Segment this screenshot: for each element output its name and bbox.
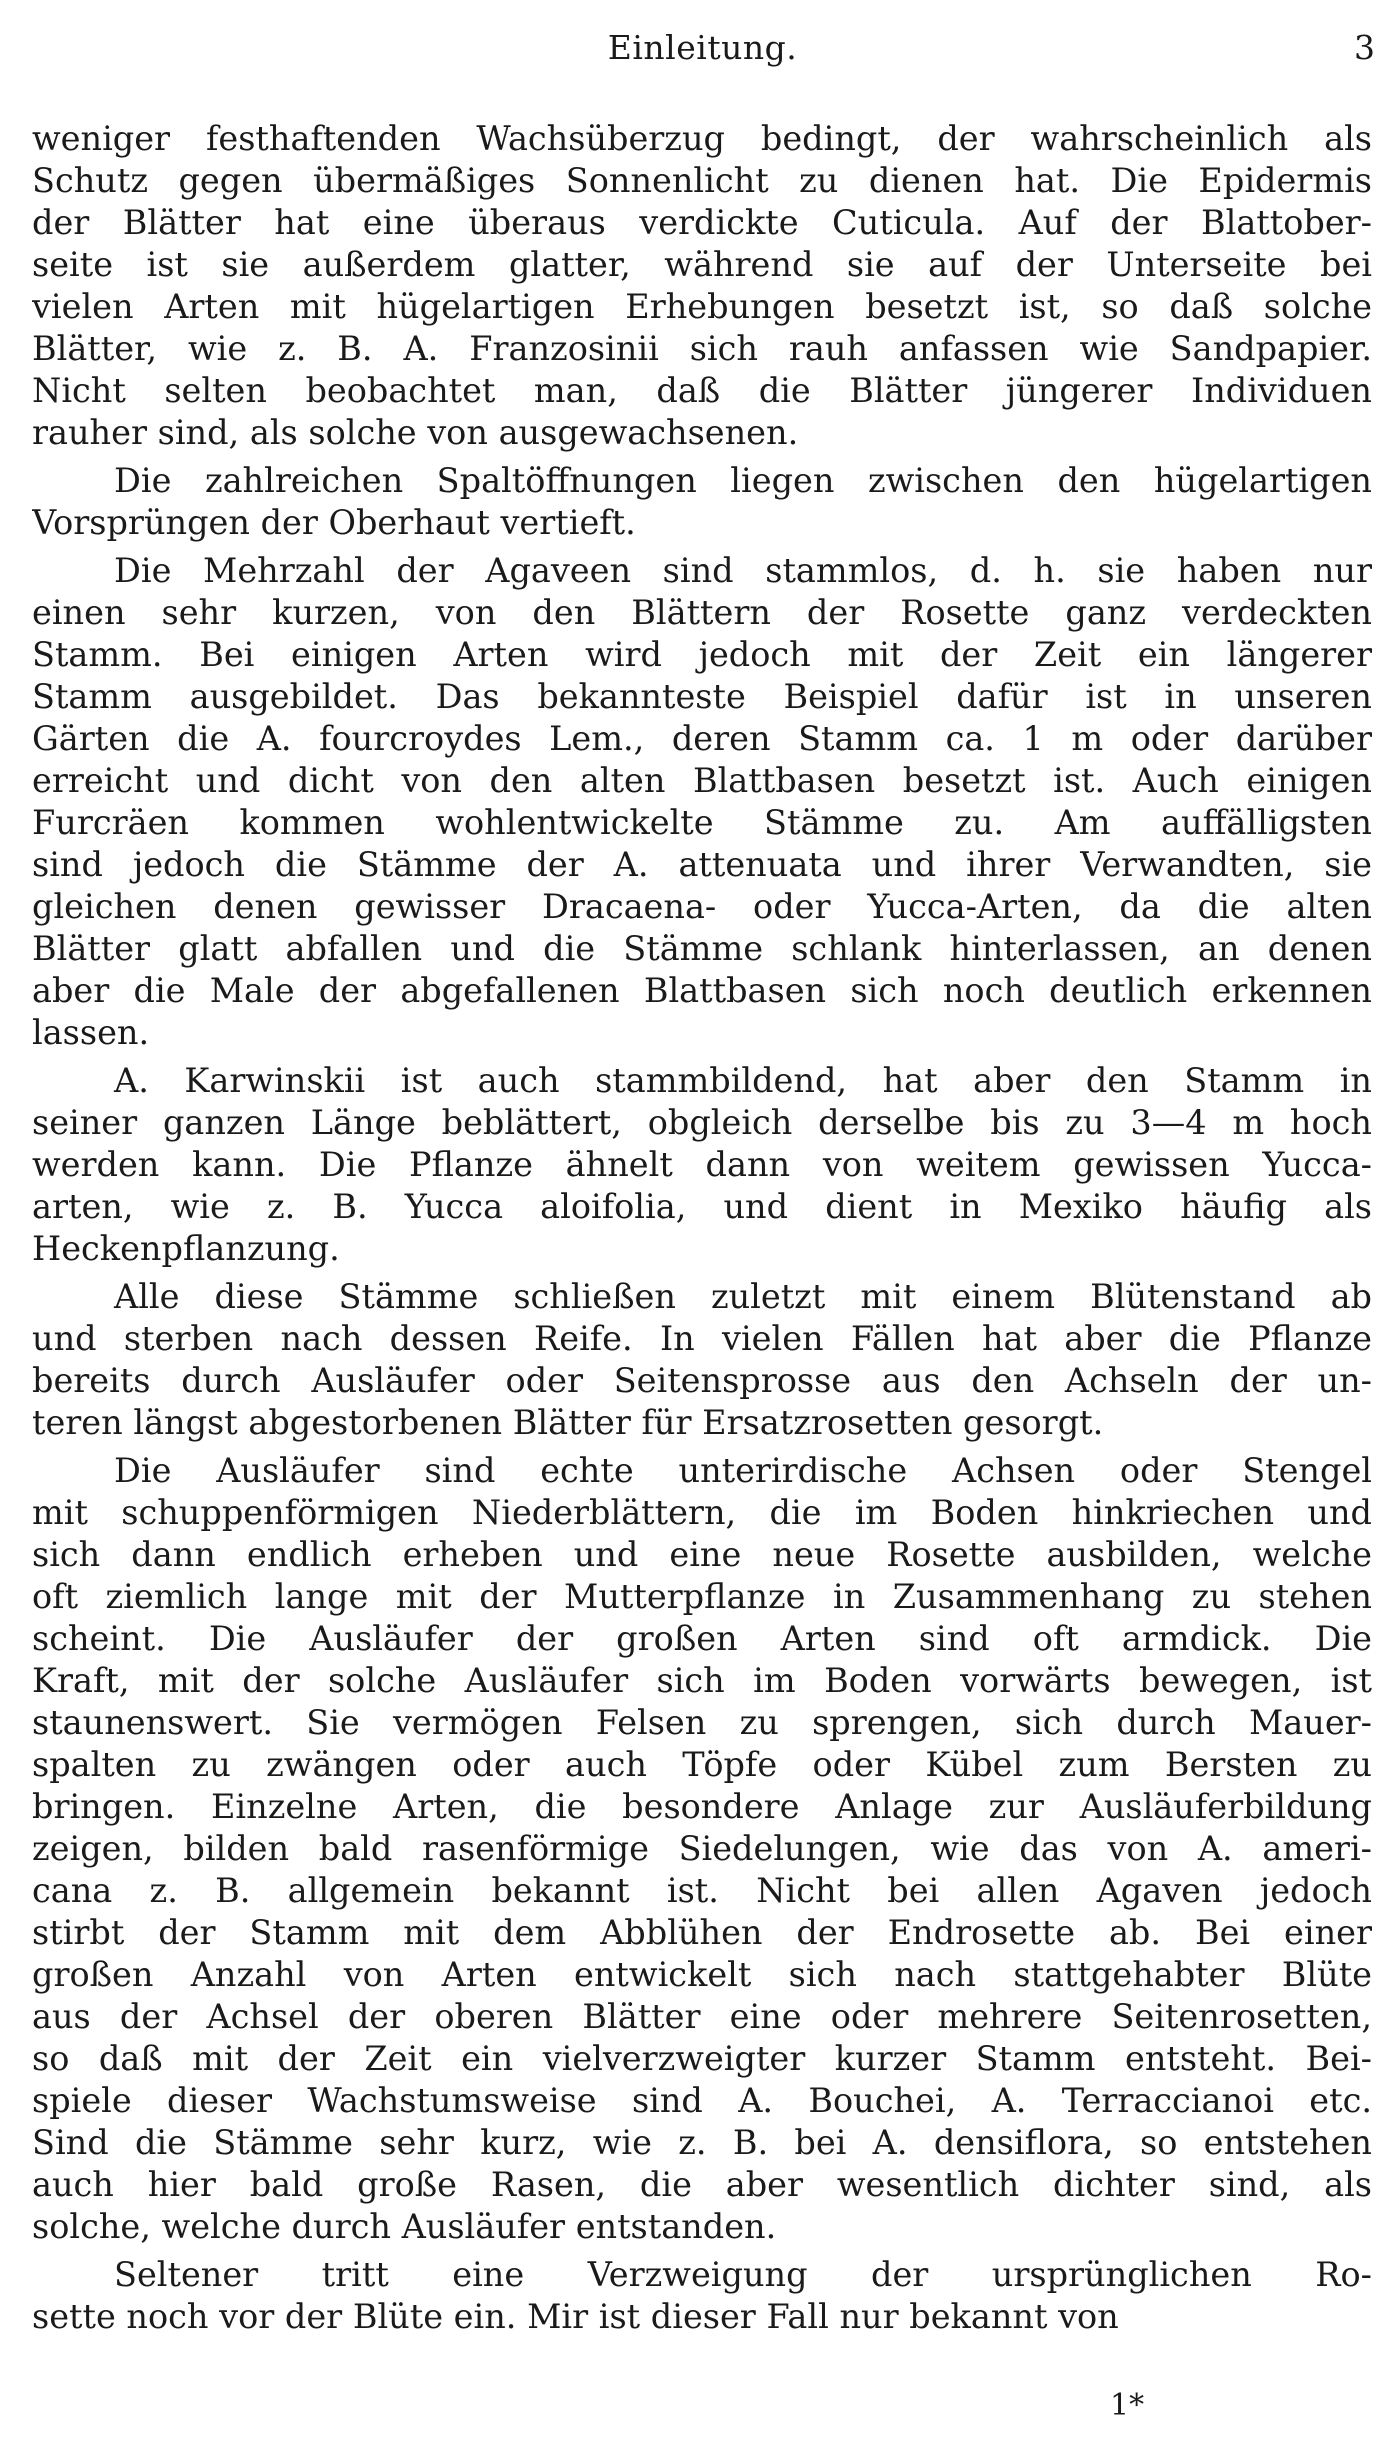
text-line: A. Karwinskii ist auch stammbildend, hat aber den Stamm in: [114, 1061, 1372, 1100]
text-line: der Blätter hat eine überaus verdickte Cuticula. Auf der Blattober-: [32, 203, 1372, 242]
text-line: und sterben nach dessen Reife. In vielen Fällen hat aber die Pflanze: [32, 1319, 1372, 1358]
text-line: aber die Male der abgefallenen Blattbasen sich noch deutlich erkennen: [32, 971, 1372, 1010]
text-line: rauher sind, als solche von ausgewachsenen.: [32, 413, 799, 452]
text-line: Seltener tritt eine Verzweigung der ursprünglichen Ro-: [114, 2255, 1372, 2294]
text-line: erreicht und dicht von den alten Blattbasen besetzt ist. Auch einigen: [32, 761, 1372, 800]
text-line: seiner ganzen Länge beblättert, obgleich derselbe bis zu 3—4 m hoch: [32, 1103, 1372, 1142]
text-line: Gärten die A. fourcroydes Lem., deren Stamm ca. 1 m oder darüber: [32, 719, 1372, 758]
text-line: bringen. Einzelne Arten, die besondere Anlage zur Ausläuferbildung: [32, 1787, 1372, 1826]
text-line: sind jedoch die Stämme der A. attenuata und ihrer Verwandten, sie: [32, 845, 1372, 884]
text-line: cana z. B. allgemein bekannt ist. Nicht bei allen Agaven jedoch: [32, 1871, 1372, 1910]
text-line: Stamm. Bei einigen Arten wird jedoch mit der Zeit ein längerer: [32, 635, 1372, 674]
text-line: weniger festhaftenden Wachsüberzug bedingt, der wahrscheinlich als: [32, 119, 1372, 158]
text-line: solche, welche durch Ausläufer entstanden.: [32, 2207, 777, 2246]
paragraph: [32, 1060, 1372, 1270]
paragraph: [32, 118, 1372, 454]
paragraph: [32, 1450, 1372, 2248]
text-line: spalten zu zwängen oder auch Töpfe oder Kübel zum Bersten zu: [32, 1745, 1372, 1784]
text-line: lassen.: [32, 1013, 150, 1052]
text-line: gleichen denen gewisser Dracaena- oder Yucca-Arten, da die alten: [32, 887, 1372, 926]
text-line: Nicht selten beobachtet man, daß die Blätter jüngerer Individuen: [32, 371, 1372, 410]
text-line: Blätter glatt abfallen und die Stämme schlank hinterlassen, an denen: [32, 929, 1372, 968]
text-line: Furcräen kommen wohlentwickelte Stämme zu. Am auffälligsten: [32, 803, 1372, 842]
text-line: Vorsprüngen der Oberhaut vertieft.: [32, 503, 636, 542]
page-number: 3: [1354, 28, 1375, 67]
text-line: Schutz gegen übermäßiges Sonnenlicht zu dienen hat. Die Epidermis: [32, 161, 1372, 200]
text-line: Sind die Stämme sehr kurz, wie z. B. bei A. densiflora, so entstehen: [32, 2123, 1372, 2162]
text-line: Kraft, mit der solche Ausläufer sich im Boden vorwärts bewegen, ist: [32, 1661, 1372, 1700]
text-line: Die zahlreichen Spaltöffnungen liegen zwischen den hügelartigen: [114, 461, 1372, 500]
text-line: so daß mit der Zeit ein vielverzweigter kurzer Stamm entsteht. Bei-: [32, 2039, 1372, 2078]
paragraph: [32, 550, 1372, 1054]
text-line: Stamm ausgebildet. Das bekannteste Beispiel dafür ist in unseren: [32, 677, 1372, 716]
text-line: seite ist sie außerdem glatter, während sie auf der Unterseite bei: [32, 245, 1372, 284]
page-header: [30, 28, 1375, 78]
text-line: scheint. Die Ausläufer der großen Arten sind oft armdick. Die: [32, 1619, 1372, 1658]
paragraph: [32, 460, 1372, 544]
text-line: zeigen, bilden bald rasenförmige Siedelungen, wie das von A. ameri-: [32, 1829, 1372, 1868]
text-line: bereits durch Ausläufer oder Seitensprosse aus den Achseln der un-: [32, 1361, 1372, 1400]
running-title: Einleitung.: [607, 28, 798, 67]
text-line: großen Anzahl von Arten entwickelt sich nach stattgehabter Blüte: [32, 1955, 1372, 1994]
text-line: Die Ausläufer sind echte unterirdische Achsen oder Stengel: [114, 1451, 1372, 1490]
text-line: einen sehr kurzen, von den Blättern der Rosette ganz verdeckten: [32, 593, 1372, 632]
text-line: aus der Achsel der oberen Blätter eine oder mehrere Seitenrosetten,: [32, 1997, 1372, 2036]
text-line: teren längst abgestorbenen Blätter für Ersatzrosetten gesorgt.: [32, 1403, 1104, 1442]
text-line: werden kann. Die Pflanze ähnelt dann von weitem gewissen Yucca-: [32, 1145, 1372, 1184]
text-line: Alle diese Stämme schließen zuletzt mit einem Blütenstand ab: [114, 1277, 1372, 1316]
body-text: [32, 118, 1372, 2344]
text-line: vielen Arten mit hügelartigen Erhebungen besetzt ist, so daß solche: [32, 287, 1372, 326]
text-line: mit schuppenförmigen Niederblättern, die im Boden hinkriechen und: [32, 1493, 1372, 1532]
text-line: oft ziemlich lange mit der Mutterpflanze in Zusammenhang zu stehen: [32, 1577, 1372, 1616]
paragraph: [32, 1276, 1372, 1444]
text-line: sich dann endlich erheben und eine neue Rosette ausbilden, welche: [32, 1535, 1372, 1574]
text-line: auch hier bald große Rasen, die aber wesentlich dichter sind, als: [32, 2165, 1372, 2204]
text-line: Blätter, wie z. B. A. Franzosinii sich rauh anfassen wie Sandpapier.: [32, 329, 1372, 368]
text-line: stirbt der Stamm mit dem Abblühen der Endrosette ab. Bei einer: [32, 1913, 1372, 1952]
paragraph: [32, 2254, 1372, 2338]
text-line: staunenswert. Sie vermögen Felsen zu sprengen, sich durch Mauer-: [32, 1703, 1372, 1742]
text-line: Die Mehrzahl der Agaveen sind stammlos, d. h. sie haben nur: [114, 551, 1372, 590]
text-line: arten, wie z. B. Yucca aloifolia, und dient in Mexiko häufig als: [32, 1187, 1372, 1226]
text-line: sette noch vor der Blüte ein. Mir ist dieser Fall nur bekannt von: [32, 2297, 1119, 2336]
signature-mark: 1*: [1110, 2388, 1145, 2423]
text-line: Heckenpflanzung.: [32, 1229, 340, 1268]
text-line: spiele dieser Wachstumsweise sind A. Bouchei, A. Terraccianoi etc.: [32, 2081, 1372, 2120]
